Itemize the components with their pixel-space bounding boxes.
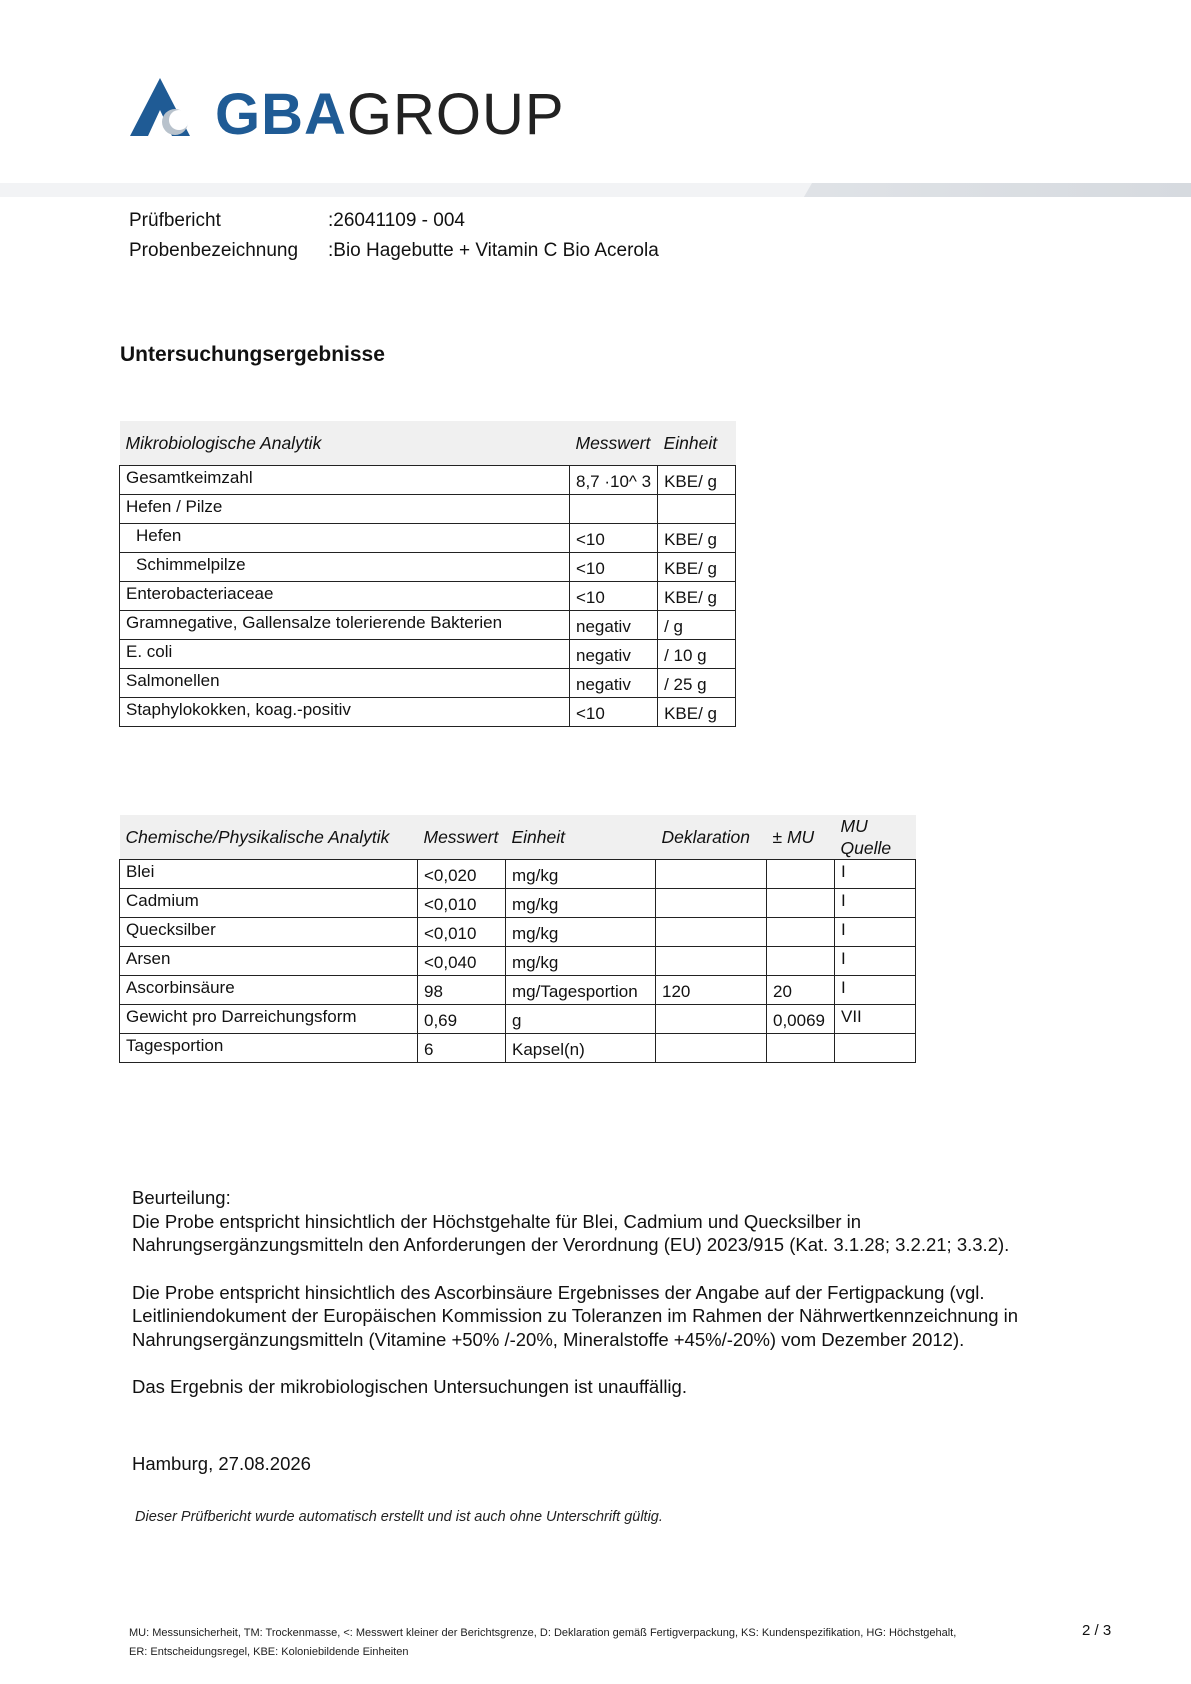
mu-source-line2: Quelle [840, 838, 892, 858]
table-row [120, 860, 916, 889]
micro-header-unit: Einheit [658, 421, 736, 465]
measured-value: negativ [570, 668, 658, 697]
assessment-block [132, 1186, 1018, 1399]
analyte-name: Gramnegative, Gallensalze tolerierende Bakterien [120, 610, 570, 639]
declaration [656, 918, 767, 947]
table-row [120, 889, 916, 918]
unit: / 25 g [658, 668, 736, 697]
analyte-name: Enterobacteriaceae [120, 581, 570, 610]
analyte-name: Gewicht pro Darreichungsform [120, 1005, 418, 1034]
mu-source [835, 1034, 916, 1063]
unit: / 10 g [658, 639, 736, 668]
unit: Kapsel(n) [506, 1034, 656, 1063]
mu-source: I [835, 889, 916, 918]
chem-header-analyte: Chemische/Physikalische Analytik [120, 815, 418, 860]
measurement-uncertainty [767, 860, 835, 889]
measured-value: 0,69 [418, 1005, 506, 1034]
unit: mg/Tagesportion [506, 976, 656, 1005]
chem-header-declaration: Deklaration [656, 815, 767, 860]
auto-generated-note: Dieser Prüfbericht wurde automatisch erstellt und ist auch ohne Unterschrift gültig. [135, 1509, 663, 1525]
table-row [120, 668, 736, 697]
table-row [120, 1005, 916, 1034]
micro-header-row [120, 421, 736, 465]
table-row [120, 581, 736, 610]
unit: KBE/ g [658, 465, 736, 494]
table-row [120, 1034, 916, 1063]
analyte-name: Quecksilber [120, 918, 418, 947]
analyte-name: Gesamtkeimzahl [120, 465, 570, 494]
mu-source: I [835, 976, 916, 1005]
table-row [120, 523, 736, 552]
assessment-p2-line1: Die Probe entspricht hinsichtlich des Ascorbinsäure Ergebnisses der Angabe auf der Fertigpackung (vgl. [132, 1281, 985, 1303]
logo-mark-icon [130, 78, 200, 138]
measurement-uncertainty: 0,0069 [767, 1005, 835, 1034]
measured-value: <0,010 [418, 889, 506, 918]
table-row [120, 947, 916, 976]
chem-header-unit: Einheit [506, 815, 656, 860]
analyte-name: E. coli [120, 639, 570, 668]
table-row [120, 552, 736, 581]
declaration: 120 [656, 976, 767, 1005]
footer-line1: MU: Messunsicherheit, TM: Trockenmasse, <: Messwert kleiner der Berichtsgrenze, D: Deklaration gemäß Fertigverpackung, KS: Kundenspezifikation, HG: Höchstgehalt, [129, 1627, 957, 1639]
table-row [120, 610, 736, 639]
analyte-name: Arsen [120, 947, 418, 976]
micro-header-value: Messwert [570, 421, 658, 465]
analyte-name: Hefen [120, 523, 570, 552]
unit: g [506, 1005, 656, 1034]
measured-value: <10 [570, 697, 658, 726]
assessment-p2-line3: Nahrungsergänzungsmitteln (Vitamine +50% /-20%, Mineralstoffe +45%/-20%) vom Dezember 2012). [132, 1328, 965, 1350]
measured-value: <0,020 [418, 860, 506, 889]
micro-table [119, 421, 736, 727]
measured-value [570, 494, 658, 523]
unit: mg/kg [506, 918, 656, 947]
analyte-name: Blei [120, 860, 418, 889]
chem-header-mu: ± MU [767, 815, 835, 860]
unit: mg/kg [506, 889, 656, 918]
chem-header-value: Messwert [418, 815, 506, 860]
mu-source: I [835, 860, 916, 889]
sample-name: :Bio Hagebutte + Vitamin C Bio Acerola [328, 240, 659, 261]
unit: KBE/ g [658, 523, 736, 552]
unit: KBE/ g [658, 581, 736, 610]
assessment-p1-line2: Nahrungsergänzungsmitteln den Anforderungen der Verordnung (EU) 2023/915 (Kat. 3.1.28; 3.2.21; 3.3.2). [132, 1234, 1010, 1255]
declaration [656, 947, 767, 976]
measured-value: negativ [570, 610, 658, 639]
footer-legend [129, 1624, 956, 1662]
logo-light-text: GROUP [346, 82, 565, 147]
declaration [656, 1034, 767, 1063]
unit: KBE/ g [658, 552, 736, 581]
table-row [120, 976, 916, 1005]
chem-header-mu-source [835, 815, 916, 860]
table-row [120, 639, 736, 668]
page-number: 2 / 3 [1082, 1622, 1112, 1639]
measurement-uncertainty [767, 918, 835, 947]
unit: mg/kg [506, 860, 656, 889]
table-row [120, 697, 736, 726]
section-title: Untersuchungsergebnisse [120, 343, 385, 366]
measured-value: 8,7 ·10^ 3 [570, 465, 658, 494]
mu-source: I [835, 918, 916, 947]
report-number: :26041109 - 004 [328, 210, 465, 231]
measured-value: negativ [570, 639, 658, 668]
assessment-p1-line1: Die Probe entspricht hinsichtlich der Höchstgehalte für Blei, Cadmium und Quecksilber in [132, 1210, 862, 1232]
analyte-name: Ascorbinsäure [120, 976, 418, 1005]
analyte-name: Schimmelpilze [120, 552, 570, 581]
measurement-uncertainty [767, 889, 835, 918]
measurement-uncertainty [767, 1034, 835, 1063]
logo-wordmark [215, 80, 565, 150]
measured-value: <10 [570, 552, 658, 581]
measured-value: 98 [418, 976, 506, 1005]
unit [658, 494, 736, 523]
sample-label: Probenbezeichnung [129, 240, 299, 261]
mu-source: I [835, 947, 916, 976]
assessment-p3: Das Ergebnis der mikrobiologischen Untersuchungen ist unauffällig. [132, 1376, 687, 1397]
place-date: Hamburg, 27.08.2026 [132, 1453, 311, 1474]
table-row [120, 494, 736, 523]
declaration [656, 889, 767, 918]
report-label: Prüfbericht [129, 210, 221, 231]
mu-source-line1: MU [840, 816, 868, 836]
analyte-name: Staphylokokken, koag.-positiv [120, 697, 570, 726]
table-row [120, 465, 736, 494]
measured-value: 6 [418, 1034, 506, 1063]
measurement-uncertainty [767, 947, 835, 976]
table-row [120, 918, 916, 947]
mu-source: VII [835, 1005, 916, 1034]
measured-value: <10 [570, 581, 658, 610]
header-band-light [0, 183, 812, 197]
measured-value: <0,040 [418, 947, 506, 976]
assessment-title: Beurteilung: [132, 1187, 231, 1208]
unit: KBE/ g [658, 697, 736, 726]
micro-header-analyte: Mikrobiologische Analytik [120, 421, 570, 465]
chem-table [119, 815, 916, 1063]
unit: mg/kg [506, 947, 656, 976]
analyte-name: Hefen / Pilze [120, 494, 570, 523]
analyte-name: Tagesportion [120, 1034, 418, 1063]
chem-header-row [120, 815, 916, 860]
measured-value: <0,010 [418, 918, 506, 947]
company-logo [130, 78, 200, 138]
assessment-p2-line2: Leitliniendokument der Europäischen Kommission zu Toleranzen im Rahmen der Nährwertkennzeichnung in [132, 1305, 1019, 1326]
analyte-name: Salmonellen [120, 668, 570, 697]
declaration [656, 860, 767, 889]
declaration [656, 1005, 767, 1034]
unit: / g [658, 610, 736, 639]
measurement-uncertainty: 20 [767, 976, 835, 1005]
measured-value: <10 [570, 523, 658, 552]
logo-bold-text: GBA [215, 82, 347, 147]
footer-line2: ER: Entscheidungsregel, KBE: Koloniebildende Einheiten [129, 1646, 409, 1658]
analyte-name: Cadmium [120, 889, 418, 918]
